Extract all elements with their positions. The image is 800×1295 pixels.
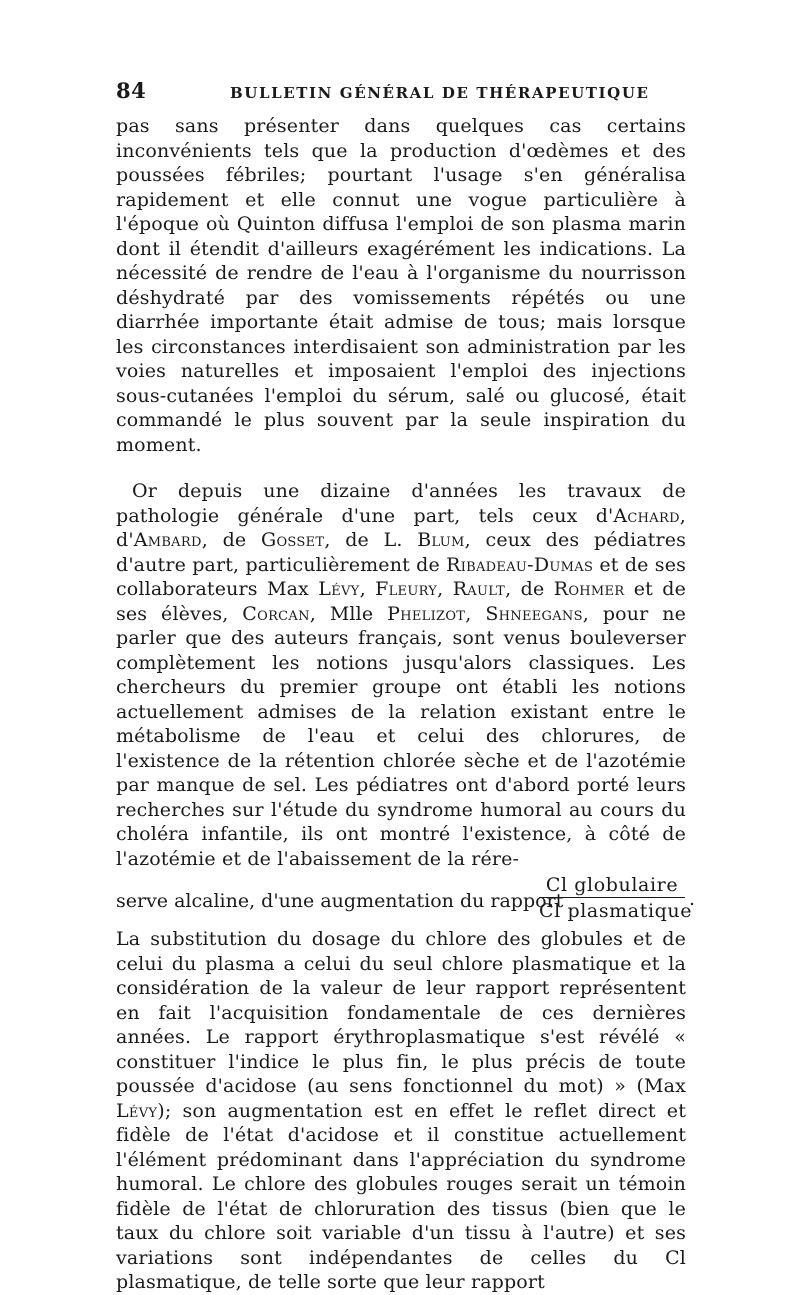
fraction-numerator: Cl globulaire (545, 874, 679, 896)
author-name: Phelizot (387, 602, 466, 625)
paragraph-3 (116, 927, 686, 1295)
fraction-bar (539, 897, 685, 898)
author-name: Gosset (260, 529, 325, 551)
page-header (116, 70, 686, 106)
author-name: Achard (613, 504, 680, 527)
author-name: Ribadeau-Dumas (446, 553, 594, 576)
running-title: BULLETIN GÉNÉRAL DE THÉRAPEUTIQUE (230, 84, 650, 102)
author-name: Ambard (133, 529, 202, 551)
page-number: 84 (116, 78, 147, 103)
author-name: Blum (417, 529, 465, 551)
paragraph-1: pas sans présenter dans quelques cas certains inconvénients tels que la production d'œdèmes et des poussées fébriles; pourtant l'usage s'en généralisa rapidement et elle connut une vogue particulière à l'époque où Quinton diffusa l'emploi de son plasma marin dont il étendit d'ailleurs exagérément les indications. La nécessité de rendre de l'eau à l'organisme du nourrisson déshydraté par des vomissements répétés ou une diarrhée importante était admise de tous; mais lorsque les circonstances interdisaient son administration par les voies naturelles et imposaient l'emploi des injections sous-cutanées l'emploi du sérum, salé ou glucosé, était commandé le plus souvent par la seule inspiration du moment. (116, 115, 686, 456)
text-run: , de L. (324, 529, 418, 551)
fraction-period: . (689, 888, 696, 910)
author-name: Lévy (116, 1099, 158, 1122)
author-name: Fleury (375, 578, 438, 600)
chlorine-ratio-fraction (539, 874, 693, 922)
text-run: et de ses collaborateurs Max (116, 553, 686, 600)
text-run: , ceux des pédiatres d'autre part, particulièrement de (116, 529, 687, 576)
author-name: Corcan (242, 602, 310, 625)
ratio-lead-text: serve alcaline, d'une augmentation du rapport (116, 890, 564, 912)
text-run: , pour ne parler que des auteurs français, sont venus bouleverser complètement les notions jusqu'alors classiques. Les chercheurs du premier groupe ont établi les notions actuellement admises de la relation existant entre le métabolisme de l'eau et celui des chlorures, de l'existence de la rétention chlorée sèche et de l'azotémie par manque de sel. Les pédiatres ont d'abord porté leurs recherches sur l'étude du syndrome humoral au cours du choléra infantile, ils ont montré l'existence, à côté de l'azotémie et de l'abaissement de la rére- (116, 602, 686, 870)
text-run: ); son augmentation est en effet le reflet direct et fidèle de l'état d'acidose et il constitue actuellement l'élément prédominant dans l'appréciation du syndrome humoral. Le chlore des globules rouges serait un témoin fidèle de l'état de chloruration des tissus (bien que le taux du chlore soit variable d'un tissu à l'autre) et ses variations sont indépendantes de celles du Cl plasmatique, de telle sorte que leur rapport (116, 1099, 686, 1293)
author-name: Lévy (318, 578, 360, 600)
paragraph-2 (116, 479, 686, 871)
page-body (116, 70, 696, 1295)
author-name: Shneegans (485, 602, 583, 625)
text-run: , de (505, 578, 554, 600)
text-run: , de (201, 529, 261, 551)
ratio-line (116, 871, 696, 927)
text-run: , Mlle (309, 602, 388, 625)
text-run: , (437, 578, 453, 600)
text-run: La substitution du dosage du chlore des globules et de celui du plasma a celui du seul chlore plasmatique et la considération de la valeur de leur rapport représentent en fait l'acquisition fondamentale de ces dernières années. Le rapport érythroplasmatique s'est révélé « constituer l'indice le plus fin, le plus précis de toute poussée d'acidose (au sens fonctionnel du mot) » (Max (116, 928, 686, 1097)
fraction-denominator: Cl plasmatique (539, 900, 693, 922)
text-run: , (359, 578, 376, 600)
text-run: , d' (116, 504, 686, 551)
author-name: Rohmer (553, 578, 625, 600)
author-name: Rault (452, 578, 506, 600)
text-run: et de ses élèves, (116, 578, 687, 625)
text-run: Or depuis une dizaine d'années les travaux de pathologie générale d'une part, tels ceux d' (116, 480, 686, 527)
text-run: , (465, 602, 486, 625)
